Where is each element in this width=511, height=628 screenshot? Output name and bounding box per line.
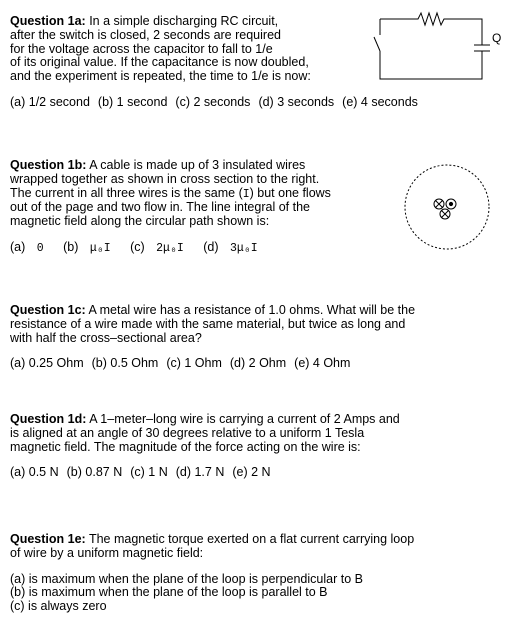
answer-1d-b[interactable]: (b) 0.87 N [66,465,123,480]
answer-1b-b-prefix: (b) [63,239,82,254]
answer-1b-c-prefix: (c) [130,239,149,254]
answer-1d-a[interactable]: (a) 0.5 N [10,465,59,480]
answer-1b-b[interactable] [63,240,118,254]
answer-1b-c-expr: 2μ₀I [156,241,184,255]
answer-1a-e[interactable]: (e) 4 seconds [342,94,418,109]
resistor-icon [380,13,482,45]
question-1b-current-symbol: I [242,187,250,201]
rc-circuit-diagram [370,5,500,85]
question-1a-stem [10,15,380,84]
answer-1b-a[interactable] [10,240,52,254]
question-1d-text: A 1–meter–long wire is carrying a current of 2 Amps and is aligned at an angle of 30 degrees relative to a uniform 1 Tesla magnetic field. The magnitude of the force acting on the wire is: [10,412,400,454]
question-1b-text-1: A cable is made up of 3 insulated wires wrapped together as shown in cross section to the right. The current in all three wires is the same ( [10,158,320,200]
question-1e-text: The magnetic torque exerted on a flat current carrying loop of wire by a uniform magnetic field: [10,532,415,560]
answer-1c-a[interactable]: (a) 0.25 Ohm [10,356,84,371]
wire-into-page-icon [434,199,444,209]
cable-cross-section-diagram [401,161,493,253]
question-1a-text: In a simple discharging RC circuit, after the switch is closed, 2 seconds are required for the voltage across the capacitor to fall to 1/e of its original value. If the capacitance is now doubled, and the experiment is repeated, the time to 1/e is now: [10,14,311,84]
question-1c [10,304,505,371]
capacitor-label: Q [492,31,502,45]
question-1b-answers [10,241,380,256]
question-1b-label: Question 1b: [10,158,87,172]
wire-out-of-page-icon [446,199,456,209]
answer-1b-d-prefix: (d) [203,239,222,254]
question-1c-stem [10,304,505,345]
answer-1b-a-expr: 0 [36,241,44,255]
answer-1a-a[interactable]: (a) 1/2 second [10,94,90,109]
answer-1b-c[interactable] [130,240,192,254]
answer-1b-d[interactable] [203,240,265,254]
answer-1c-c[interactable]: (c) 1 Ohm [166,356,222,371]
question-1e-answers [10,573,505,614]
question-1d [10,413,505,480]
wire-into-page-icon [440,209,450,219]
question-1a [10,14,418,110]
answer-1d-e[interactable]: (e) 2 N [232,465,271,480]
answer-1e-b[interactable]: (b) is maximum when the plane of the loop is parallel to B [10,585,328,600]
answer-1a-d[interactable]: (d) 3 seconds [258,94,335,109]
question-1e-label: Question 1e: [10,532,86,546]
question-1a-answers [10,94,418,110]
question-1e [10,533,505,614]
question-1b-stem [10,159,380,229]
question-1a-label: Question 1a: [10,14,86,28]
question-1c-answers [10,357,505,371]
answer-1d-d[interactable]: (d) 1.7 N [175,465,225,480]
question-1d-answers [10,466,505,480]
answer-1a-b[interactable]: (b) 1 second [97,94,168,109]
question-1d-label: Question 1d: [10,412,87,426]
answer-1b-b-expr: μ₀I [89,241,111,255]
question-1d-stem [10,413,505,454]
answer-1a-c[interactable]: (c) 2 seconds [175,94,251,109]
answer-1b-d-expr: 3μ₀I [230,241,258,255]
question-1c-text: A metal wire has a resistance of 1.0 ohms. What will be the resistance of a wire made with the same material, but twice as long and with half the cross–sectional area? [10,303,416,345]
question-1b-text-2: ) but one flows out of the page and two flow in. The line integral of the magnetic field along the circular path shown is: [10,185,331,229]
answer-1d-c[interactable]: (c) 1 N [130,465,168,480]
answer-1e-c[interactable]: (c) is always zero [10,599,107,614]
answer-1b-a-prefix: (a) [10,239,29,254]
answer-1c-e[interactable]: (e) 4 Ohm [294,356,351,371]
question-1e-stem [10,533,505,561]
answer-1c-b[interactable]: (b) 0.5 Ohm [91,356,159,371]
switch-icon [374,37,380,51]
answer-1c-d[interactable]: (d) 2 Ohm [229,356,287,371]
question-1c-label: Question 1c: [10,303,86,317]
question-1b [10,159,380,256]
answer-1e-a[interactable]: (a) is maximum when the plane of the loop is perpendicular to B [10,571,363,586]
